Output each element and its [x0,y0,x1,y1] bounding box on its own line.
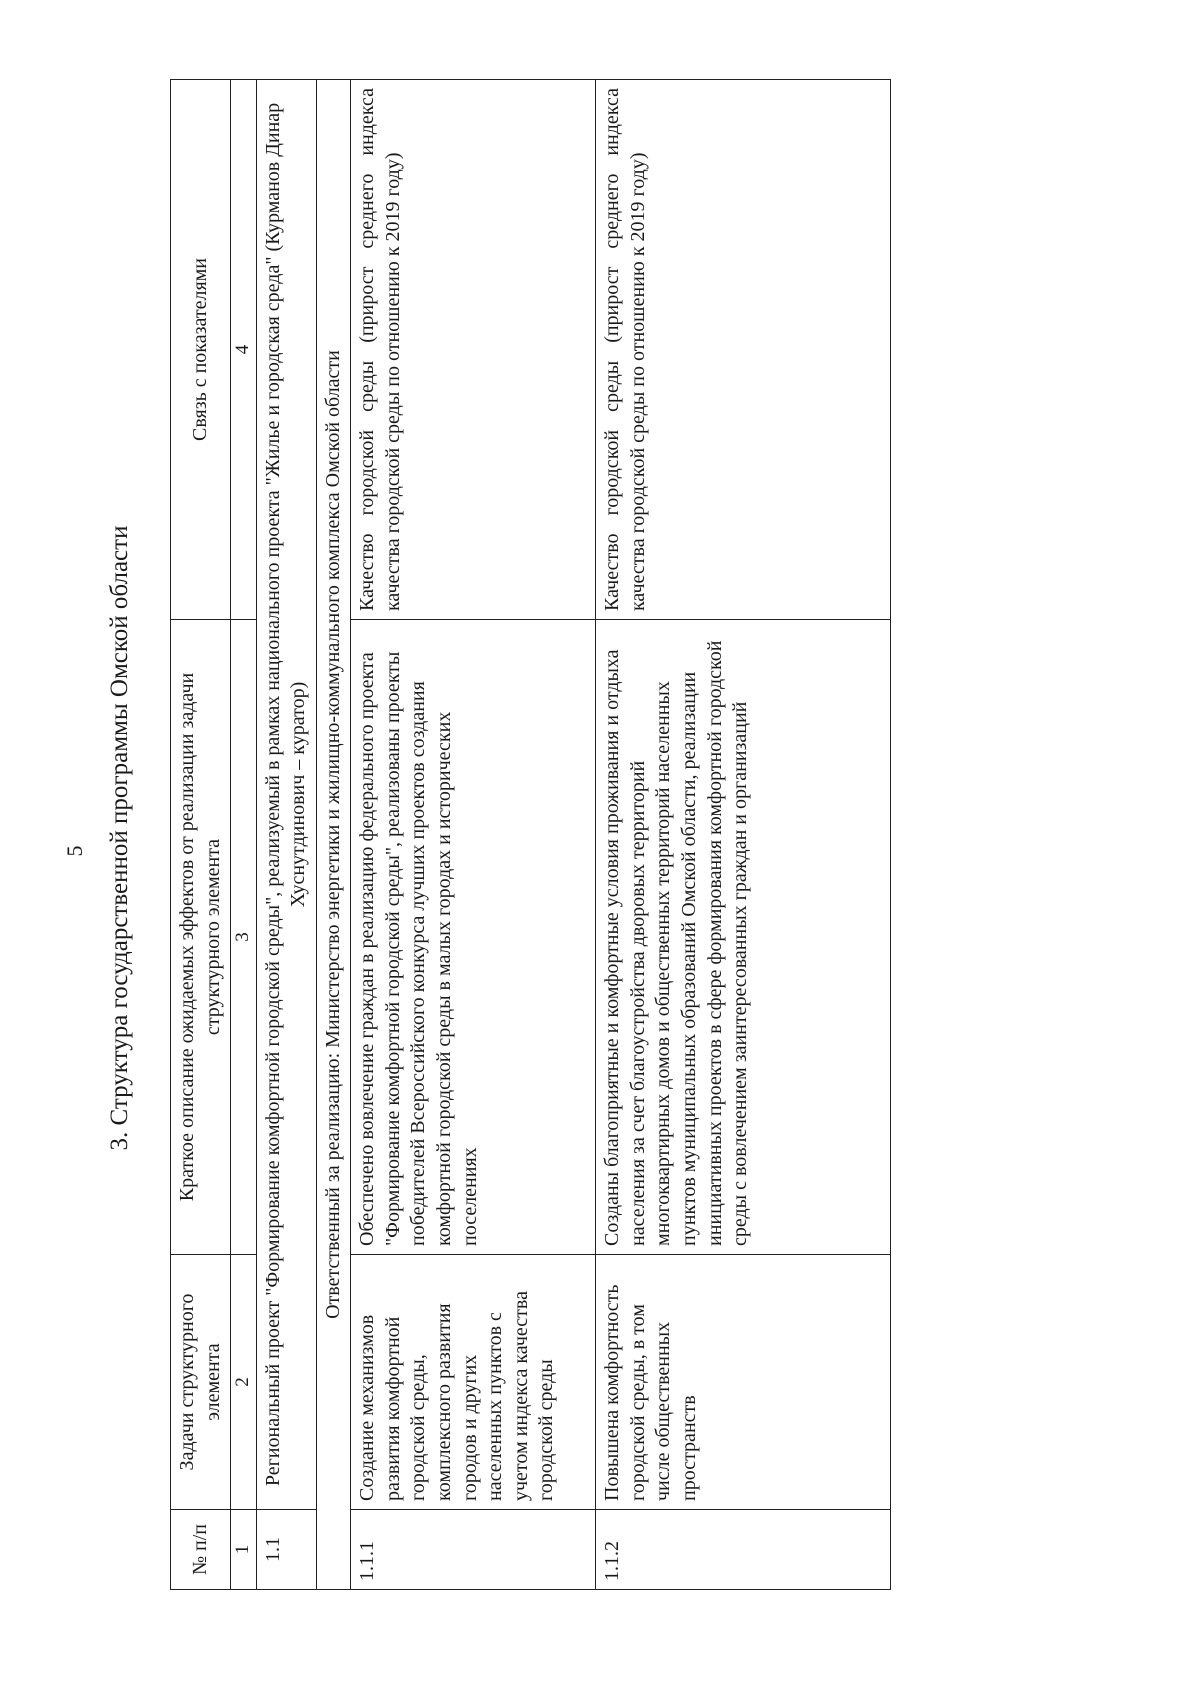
header-tasks: Задачи структурного элемента [171,1255,231,1510]
header-indicators: Связь с показателями [171,80,231,620]
row-indicator: Качество городской среды (прирост среднего индекса качества городской среды по отношению к 2019 году) [596,80,891,620]
header-number: № п/п [171,1510,231,1590]
project-description: Региональный проект "Формирование комфортной городской среды", реализуемый в рамках национального проекта "Жилье и городская среда" (Курманов Динар Хуснутдинович – куратор) [256,80,316,1510]
row-indicator: Качество городской среды (прирост среднего индекса качества городской среды по отношению к 2019 году) [351,80,596,620]
responsible-row [316,80,351,1590]
responsible-text: Ответственный за реализацию: Министерство энергетики и жилищно-коммунального комплекса Омской области [316,80,351,1590]
table-row [351,80,596,1590]
column-number-row [231,80,256,1590]
row-task: Повышена комфортность городской среды, в том числе общественных пространств [596,1255,891,1510]
structure-table-container [170,80,990,1590]
column-number: 4 [231,80,256,620]
row-task: Создание механизмов развития комфортной городской среды, комплексного развития городов и других населенных пунктов с учетом индекса качества городской среды [351,1255,596,1510]
column-number: 1 [231,1510,256,1590]
document-title: 3. Структура государственной программы Омской области [106,525,133,1151]
structure-table [170,79,891,1590]
project-row [256,80,316,1590]
row-effect: Обеспечено вовлечение граждан в реализацию федерального проекта "Формирование комфортной городской среды", реализованы проекты победителей Всероссийского конкурса лучших проектов создания комфортной городской среды в малых городах и исторических поселениях [351,620,596,1255]
column-number: 2 [231,1255,256,1510]
row-number: 1.1.2 [596,1510,891,1590]
project-number: 1.1 [256,1510,316,1590]
header-effects: Краткое описание ожидаемых эффектов от реализации задачи структурного элемента [171,620,231,1255]
table-header-row [171,80,231,1590]
row-number: 1.1.1 [351,1510,596,1590]
row-effect: Созданы благоприятные и комфортные условия проживания и отдыха населения за счет благоустройства дворовых территорий многоквартирных домов и общественных территорий населенных пунктов муниципальных образований Омской области, реализации инициативных проектов в сфере формирования комфортной городской среды с вовлечением заинтересованных граждан и организаций [596,620,891,1255]
table-row [596,80,891,1590]
column-number: 3 [231,620,256,1255]
page-number: 5 [62,845,87,857]
